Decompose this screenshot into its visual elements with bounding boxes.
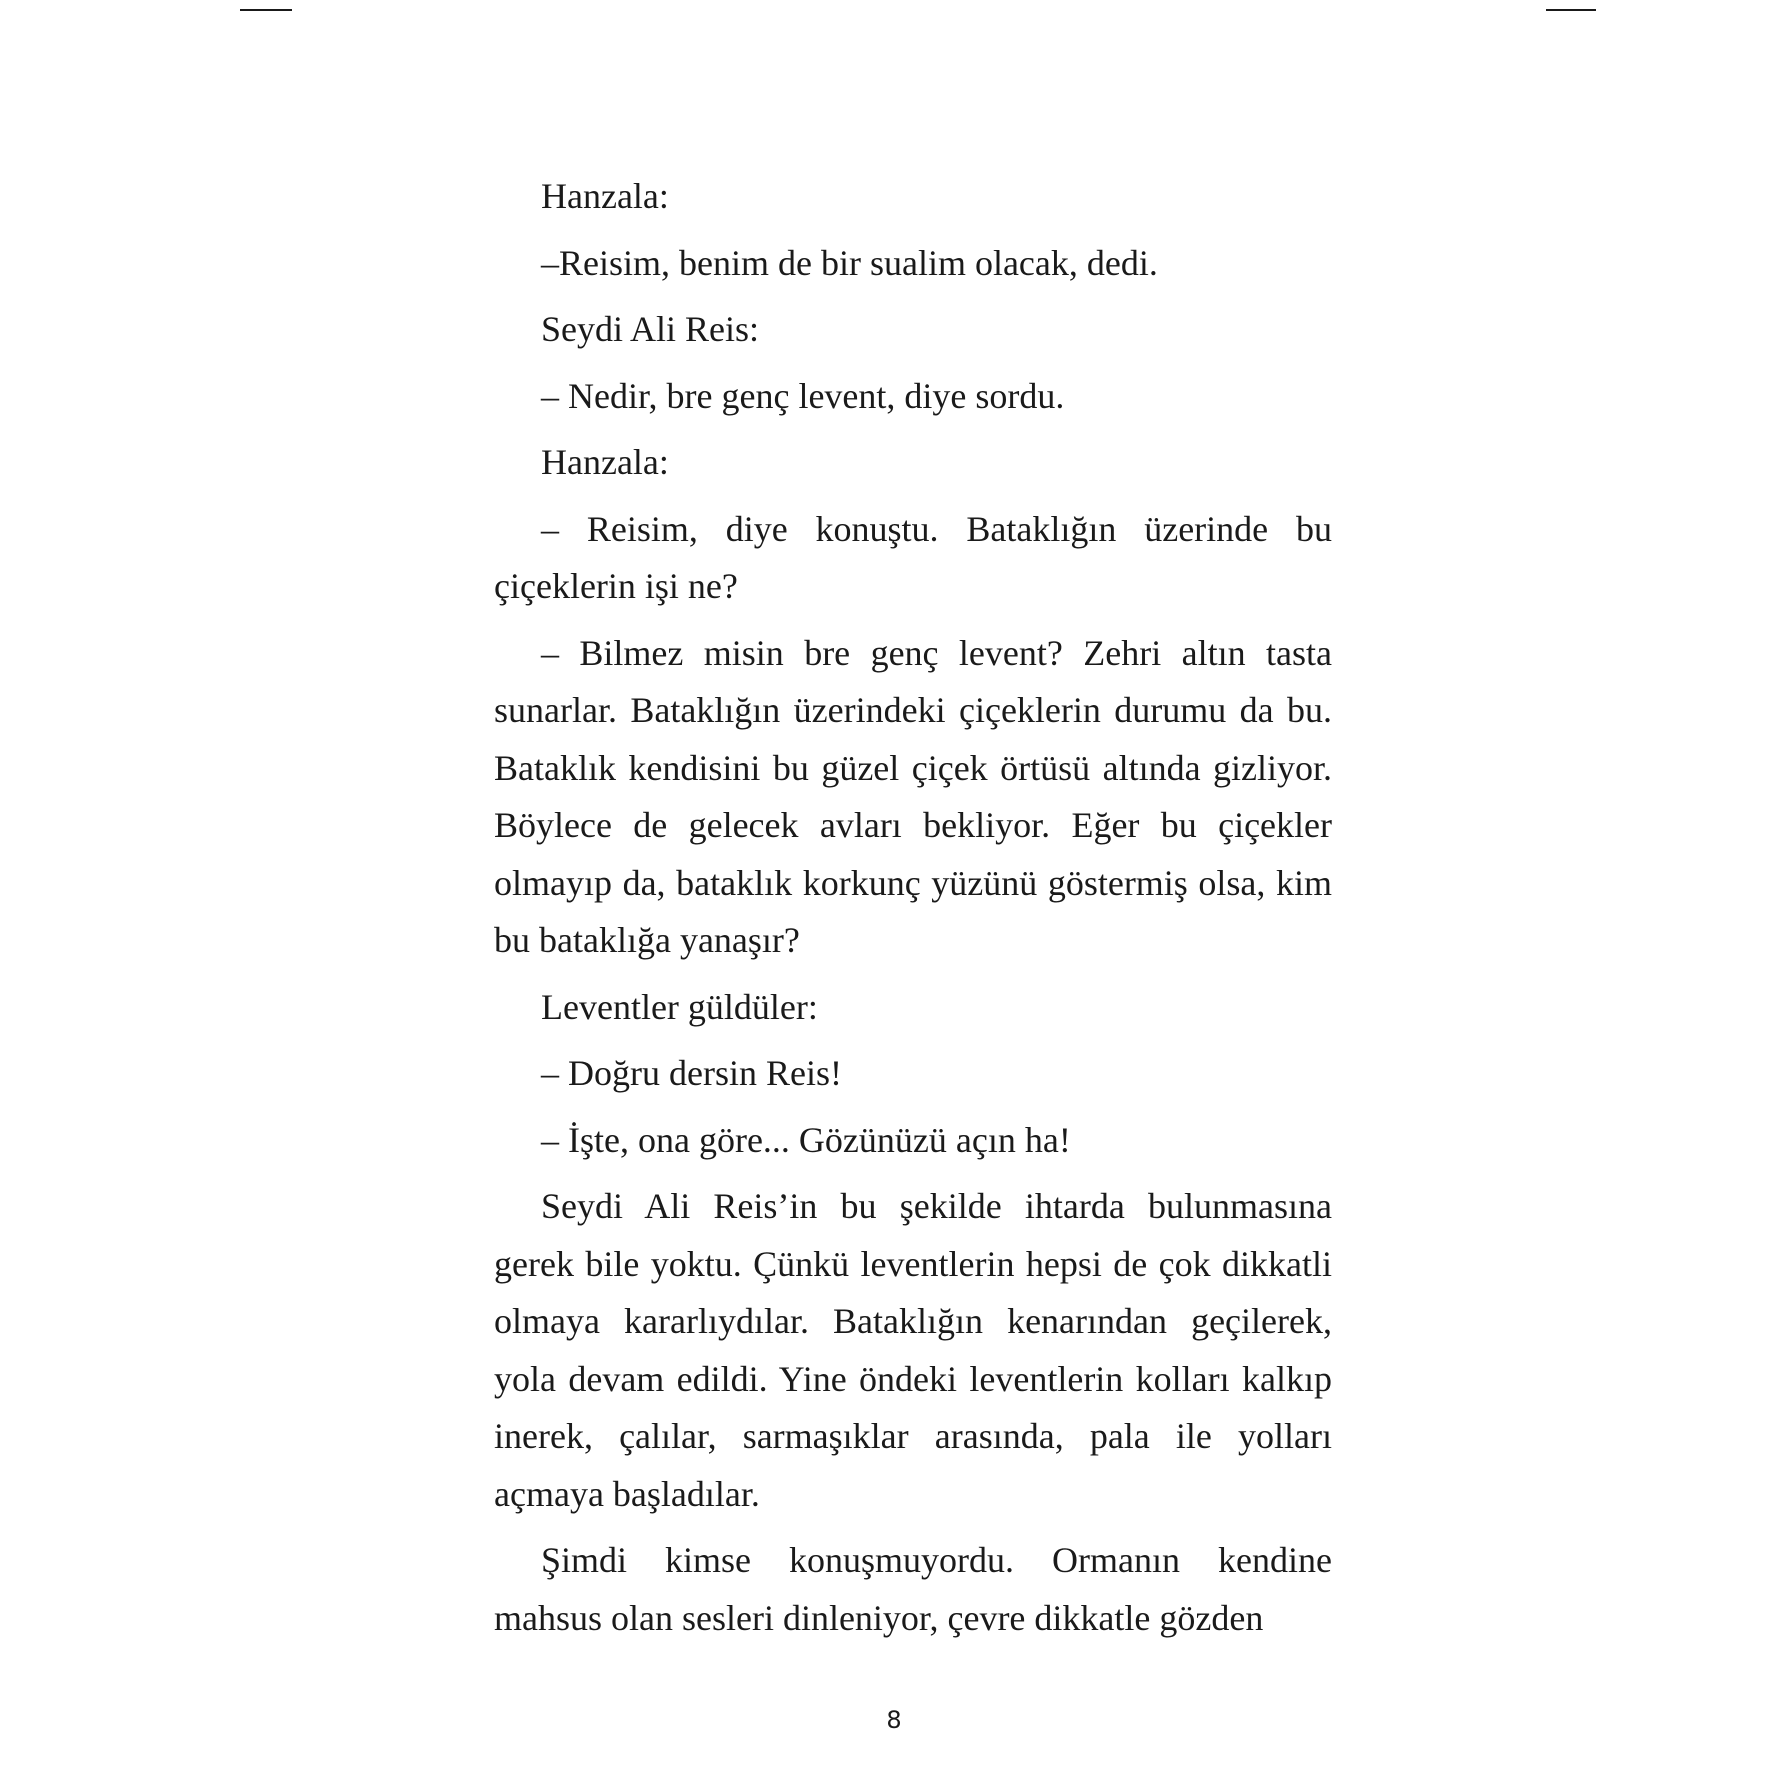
paragraph: Seydi Ali Reis:: [541, 309, 760, 349]
paragraph: – Bilmez misin bre genç levent? Zehri altın tasta sunarlar. Bataklığın üzerindeki çiçeklerin durumu da bu. Bataklık kendisini bu güzel çiçek örtüsü altında gizliyor. Böylece de gelecek avları bekliyor. Eğer bu çiçekler olmayıp da, bataklık korkunç yüzünü göstermiş olsa, kim bu bataklığa yanaşır?: [494, 632, 1332, 960]
paragraph: Hanzala:: [541, 176, 669, 216]
crop-mark-right: [1546, 9, 1596, 11]
paragraph: – Reisim, diye konuştu. Bataklığın üzerinde bu çiçeklerin işi ne?: [494, 508, 1332, 606]
paragraph: –Reisim, benim de bir sualim olacak, dedi.: [541, 242, 1158, 283]
paragraph: Seydi Ali Reis’in bu şekilde ihtarda bulunmasına gerek bile yoktu. Çünkü leventlerin hepsi de çok dikkatli olmaya kararlıydılar. Bataklığın kenarından geçilerek, yola devam edildi. Yine öndeki leventlerin kolları kalkıp inerek, çalılar, sarmaşıklar arasında, pala ile yolları açmaya başladılar.: [494, 1186, 1332, 1514]
paragraph: – Doğru dersin Reis!: [541, 1053, 842, 1093]
paragraph: Şimdi kimse konuşmuyordu. Ormanın kendine mahsus olan sesleri dinleniyor, çevre dikkatle gözden: [494, 1540, 1332, 1638]
body-text: [494, 168, 1332, 1656]
crop-mark-left: [240, 9, 292, 11]
paragraph: Leventler güldüler:: [541, 986, 818, 1027]
paragraph: – İşte, ona göre... Gözünüzü açın ha!: [541, 1119, 1071, 1160]
paragraph: Hanzala:: [541, 442, 669, 482]
paragraph: – Nedir, bre genç levent, diye sordu.: [541, 375, 1065, 416]
page-number: 8: [886, 1706, 902, 1734]
